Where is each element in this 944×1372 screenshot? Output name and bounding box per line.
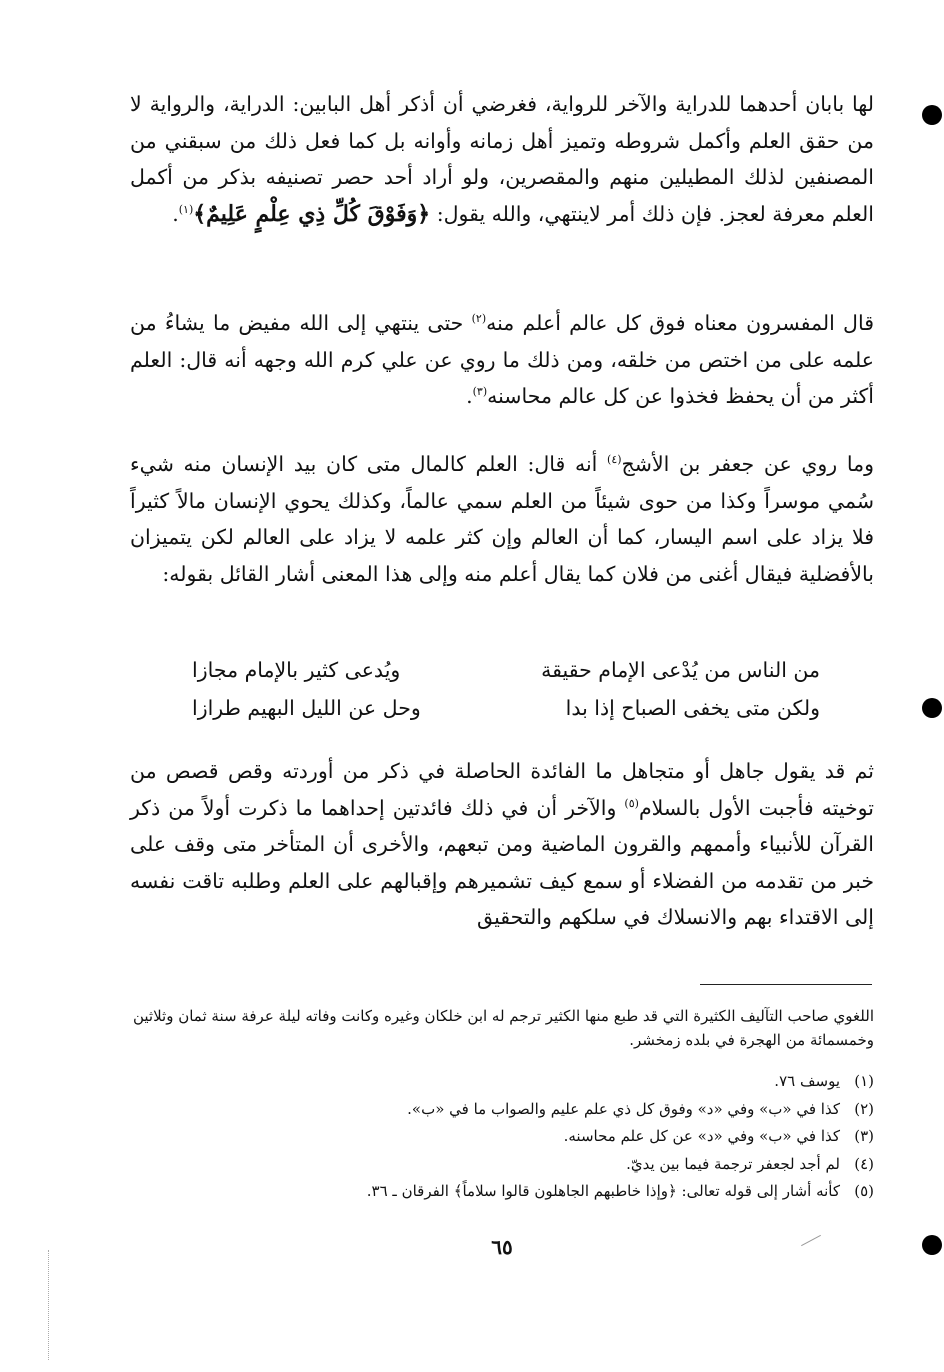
footnote-text: لم أجد لجعفر ترجمة فيما بين يديّ.	[626, 1154, 840, 1173]
poem-hemistich: ويُدعى كثير بالإمام مجازا	[192, 658, 401, 682]
footnote-item	[130, 1096, 874, 1124]
note-ref: (٢)	[471, 312, 487, 326]
footnote-text: كذا في «ب» وفي «د» وفوق كل ذي علم عليم والصواب ما في «ب».	[407, 1099, 840, 1118]
footnote-item	[130, 1068, 874, 1096]
footnote-number: (١)	[854, 1072, 874, 1090]
note-ref: (٥)	[624, 796, 639, 810]
margin-dot	[922, 698, 942, 718]
poem-hemistich: وحل عن الليل البهيم طرازا	[192, 696, 421, 720]
margin-dot	[922, 105, 942, 125]
footnote-continuation: اللغوي صاحب التآليف الكثيرة التي قد طبع منها الكثير ترجم له ابن خلكان وغيره وكانت وفاته ليلة عرفة سنة ثمان وثلاثين وخمسمائة من الهجرة في بلده زمخشر.	[132, 1007, 874, 1049]
scan-speck	[801, 1235, 821, 1246]
scan-mark	[48, 1250, 49, 1360]
footnote-text: يوسف ٧٦.	[774, 1072, 840, 1090]
footnote-number: (٢)	[854, 1099, 874, 1118]
paragraph-2: قال المفسرون معناه فوق كل عالم أعلم منه$^{(٢)}$ حتى ينتهي إلى الله مفيض ما يشاءُ من علمه على من اختص من خلقه، ومن ذلك ما روي عن علي كرم الله وجهه أنه قال: العلم أكثر من أن يحفظ فخذوا عن كل عالم محاسنه$^{(٣)}$.	[130, 311, 874, 408]
note-ref: (٣)	[472, 385, 488, 399]
footnote-item	[130, 1123, 874, 1151]
quran-verse: ﴿وَفَوْقَ كُلِّ ذِي عِلْمٍ عَلِيمٌ﴾	[193, 200, 431, 227]
footnote-list	[130, 1068, 874, 1206]
paragraph-4: ثم قد يقول جاهل أو متجاهل ما الفائدة الحاصلة في ذكر من أوردته وقص قصص من توخيته فأجبت الأول بالسلام$^{(٥)}$ والآخر أن في ذلك فائدتين إحداهما ما ذكرت أولاً من ذكر القرآن للأنبياء وأممهم والقرون الماضية ومن تبعهم، والأخرى أن المتأخر متى وقف على خبر من تقدمه من الفضلاء أو سمع كيف تشميرهم وإقبالهم على العلم وطلبه تاقت نفسه إلى الاقتداء بهم والانسلاك في سلكهم والتحقيق	[130, 759, 874, 929]
poem-hemistich: من الناس من يُدْعى الإمام حقيقة	[541, 658, 820, 682]
margin-dot	[922, 1235, 942, 1255]
footnote-item	[130, 1151, 874, 1179]
footnote-text: كأنه أشار إلى قوله تعالى: ﴿وإذا خاطبهم الجاهلون قالوا سلاماً﴾ الفرقان ـ ٣٦.	[366, 1182, 840, 1200]
footnote-number: (٤)	[854, 1154, 874, 1173]
page-number: ٦٥	[491, 1235, 513, 1259]
footnote-text: كذا في «ب» وفي «د» عن كل علم محاسنه.	[563, 1127, 840, 1145]
paragraph-1: لها بابان أحدهما للدراية والآخر للرواية، فغرضي أن أذكر أهل البابين: الدراية، والرواية لا من حقق العلم وأكمل شروطه وتميز أهل زمانه وأوانه بل كما فعل ذلك من سبقني من المصنفين لذلك المطيلين منهم والمقصرين، ولو أراد أحد حصر تصنيفه بذكر من أكمل العلم معرفة لعجز. فإن ذلك أمر لاينتهي، والله يقول: ﴿وَفَوْقَ كُلِّ ذِي عِلْمٍ عَلِيمٌ﴾$^{(١)}$.	[130, 92, 874, 227]
poem-hemistich: ولكن متى يخفى الصباح إذا بدا	[565, 696, 820, 720]
note-ref: (٤)	[607, 453, 622, 467]
paragraph-3: وما روي عن جعفر بن الأشج$^{(٤)}$ أنه قال: العلم كالمال متى كان بيد الإنسان منه شيء سُمي موسراً وكذا من حوى شيئاً من العلم سمي عالماً، وكذلك يحوي الإنسان مالاً كثيراً فلا يزاد على اسم اليسار، كما أن العالم وإن كثر علمه لا يزاد على العالم لكن يتميزان بالأفضلية فيقال أغنى من فلان كما يقال أعلم منه وإلى هذا المعنى أشار القائل بقوله:	[130, 452, 874, 586]
note-ref: (١)	[178, 202, 194, 216]
poem-line-1	[180, 651, 820, 689]
footnote-rule	[700, 984, 872, 985]
footnote-number: (٥)	[854, 1182, 874, 1200]
footnote-number: (٣)	[854, 1127, 874, 1145]
footnote-item	[130, 1178, 874, 1206]
poem-line-2	[180, 689, 820, 727]
